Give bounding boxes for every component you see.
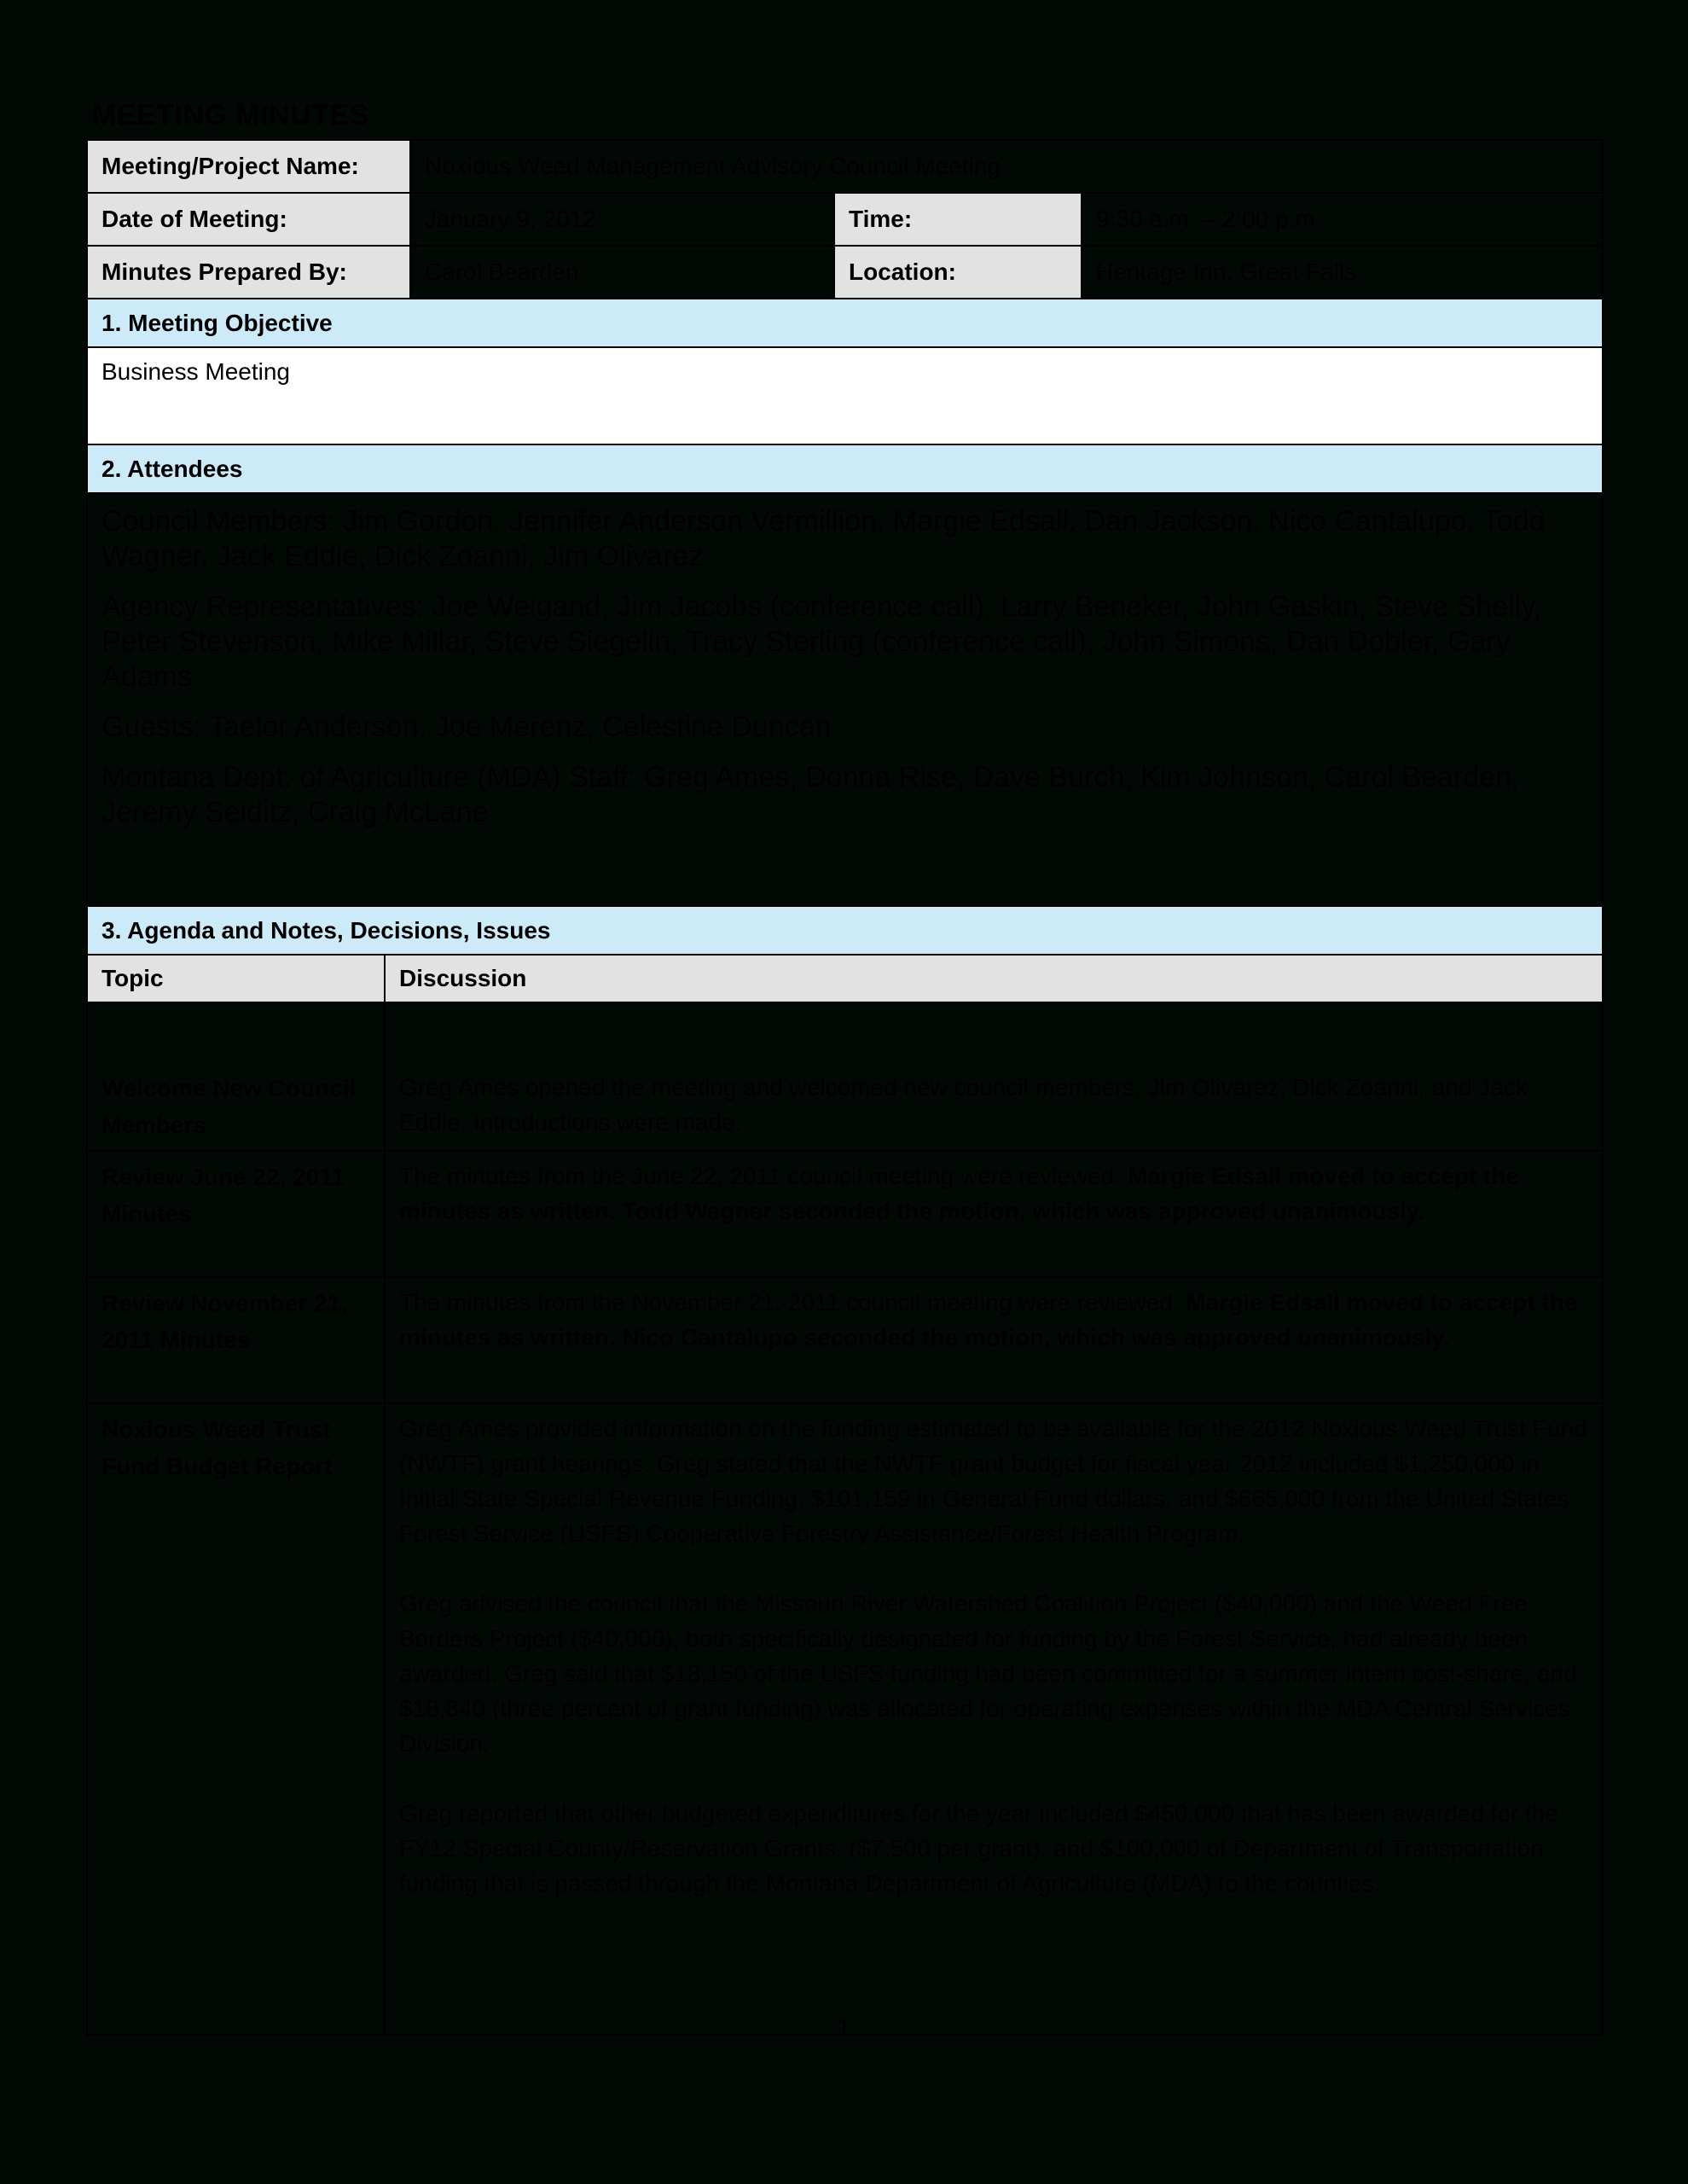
project-label: Meeting/Project Name:: [87, 140, 410, 193]
attendees-body: [87, 493, 1603, 906]
minutes-document: [86, 139, 1602, 2036]
topic-column-header: Topic: [87, 955, 385, 1002]
objective-body-row: [87, 347, 1603, 444]
motion-review-june: Margie Edsall moved to accept the minutes as written. Todd Wagner seconded the motion, which was approved unanimously.: [399, 1163, 1519, 1224]
council-members: Council Members: Jim Gordon, Jennifer Anderson Vermillion, Margie Edsall, Dan Jackson, Nico Cantalupo, Todd Wagner, Jack Eddie, Dick Zoanni, Jim Olivarez: [102, 505, 1546, 572]
location-label: Location:: [834, 246, 1082, 299]
discussion-welcome: Greg Ames opened the meeting and welcomed new council members, Jim Olivarez, Dick Zoanni, and Jack Eddie. Introductions were made.: [399, 1074, 1528, 1136]
agenda-table: [86, 905, 1604, 2036]
agenda-heading: 3. Agenda and Notes, Decisions, Issues: [87, 906, 1603, 955]
discussion-cell: [385, 1277, 1603, 1403]
attendees-body-row: [87, 493, 1603, 906]
location-value: Heritage Inn, Great Falls: [1082, 246, 1603, 299]
page-number: 1: [837, 2013, 851, 2042]
topic-trust-fund: Noxious Weed Trust Fund Budget Report: [87, 1403, 385, 2035]
date-row: [87, 193, 1603, 246]
table-row: [87, 1277, 1603, 1403]
objective-header-row: [87, 299, 1603, 347]
discussion-review-june: The minutes from the June 22, 2011 council meeting were reviewed.: [399, 1163, 1128, 1189]
table-row: [87, 1151, 1603, 1277]
meeting-info-table: [86, 139, 1604, 907]
agenda-column-headers: [87, 955, 1603, 1002]
discussion-column-header: Discussion: [385, 955, 1603, 1002]
guests: Guests: Taelor Anderson, Joe Merenz, Celestine Duncan: [102, 711, 832, 743]
objective-heading: 1. Meeting Objective: [87, 299, 1603, 347]
project-value: Noxious Weed Management Advisory Council Meeting: [410, 140, 1603, 193]
time-value: 9:30 a.m. – 2:00 p.m.: [1082, 193, 1603, 246]
mda-staff: Montana Dept. of Agriculture (MDA) Staff: Greg Ames, Donna Rise, Dave Burch, Kim Johnson, Carol Bearden, Jeremy Seiditz, Craig McLane: [102, 761, 1520, 828]
page-title: MEETING MINUTES: [92, 99, 369, 131]
discussion-cell: [385, 1151, 1603, 1277]
table-row: [87, 1403, 1603, 2035]
agenda-header-row: [87, 906, 1603, 955]
attendees-header-row: [87, 444, 1603, 493]
prepared-value: Carol Bearden: [410, 246, 834, 299]
discussion-review-november: The minutes from the November 21, 2011 council meeting were reviewed.: [399, 1289, 1186, 1316]
discussion-trust-fund-p2: Greg advised the council that the Missouri River Watershed Coalition Project ($40,000) and the Weed Free Borders Project ($40,000), both specifically designated for funding by the Forest Service, had already been awarded. Greg said that $18,150 of the USFS funding had been committed for a summer intern cost-share, and $18,840 (three percent of grant funding) was allocated for operating expenses within the MDA Central Services Division.: [399, 1590, 1577, 1757]
table-row: [87, 1002, 1603, 1151]
discussion-trust-fund-p3: Greg reported that other budgeted expenditures for the year included $450,000 that has been awarded for the FY12 Special County/Reservation Grants, ($7,500 per grant), and $100,000 of Department of Transportation funding that is passed through the Montana Department of Agriculture (MDA) to the counties.: [399, 1800, 1558, 1896]
discussion-trust-fund-p1: Greg Ames provided information on the funding estimated to be available for the 2012 Noxious Weed Trust Fund (NWTF) grant hearings. Greg stated that the NWTF grant budget for fiscal year 2012 included $1,250,000 in Initial State Special Revenue Funding, $101,159 in General Fund dollars, and $665,000 from the United States Forest Service (USFS) Cooperative Forestry Assistance/Forest Health Program.: [399, 1415, 1587, 1547]
time-label: Time:: [834, 193, 1082, 246]
topic-welcome: Welcome New Council Members: [102, 1075, 357, 1138]
date-label: Date of Meeting:: [87, 193, 410, 246]
motion-review-november: Margie Edsall moved to accept the minutes as written. Nico Cantalupo seconded the motion, which was approved unanimously.: [399, 1289, 1578, 1350]
prepared-label: Minutes Prepared By:: [87, 246, 410, 299]
date-value: January 9, 2012: [410, 193, 834, 246]
objective-text: Business Meeting: [87, 347, 1603, 444]
discussion-cell: [385, 1002, 1603, 1151]
attendees-heading: 2. Attendees: [87, 444, 1603, 493]
topic-review-june: Review June 22, 2011 Minutes: [87, 1151, 385, 1277]
agency-representatives: Agency Representatives: Joe Weigand, Jim Jacobs (conference call), Larry Beneker, John Gaskin, Steve Shelly, Peter Stevenson, Mike Millar, Steve Siegelin, Tracy Sterling (conference call), John Simons, Dan Dobler, Gary Adams: [102, 590, 1542, 693]
discussion-cell: [385, 1403, 1603, 2035]
project-row: [87, 140, 1603, 193]
topic-cell: [87, 1002, 385, 1151]
topic-review-november: Review November 21, 2011 Minutes: [87, 1277, 385, 1403]
prepared-row: [87, 246, 1603, 299]
